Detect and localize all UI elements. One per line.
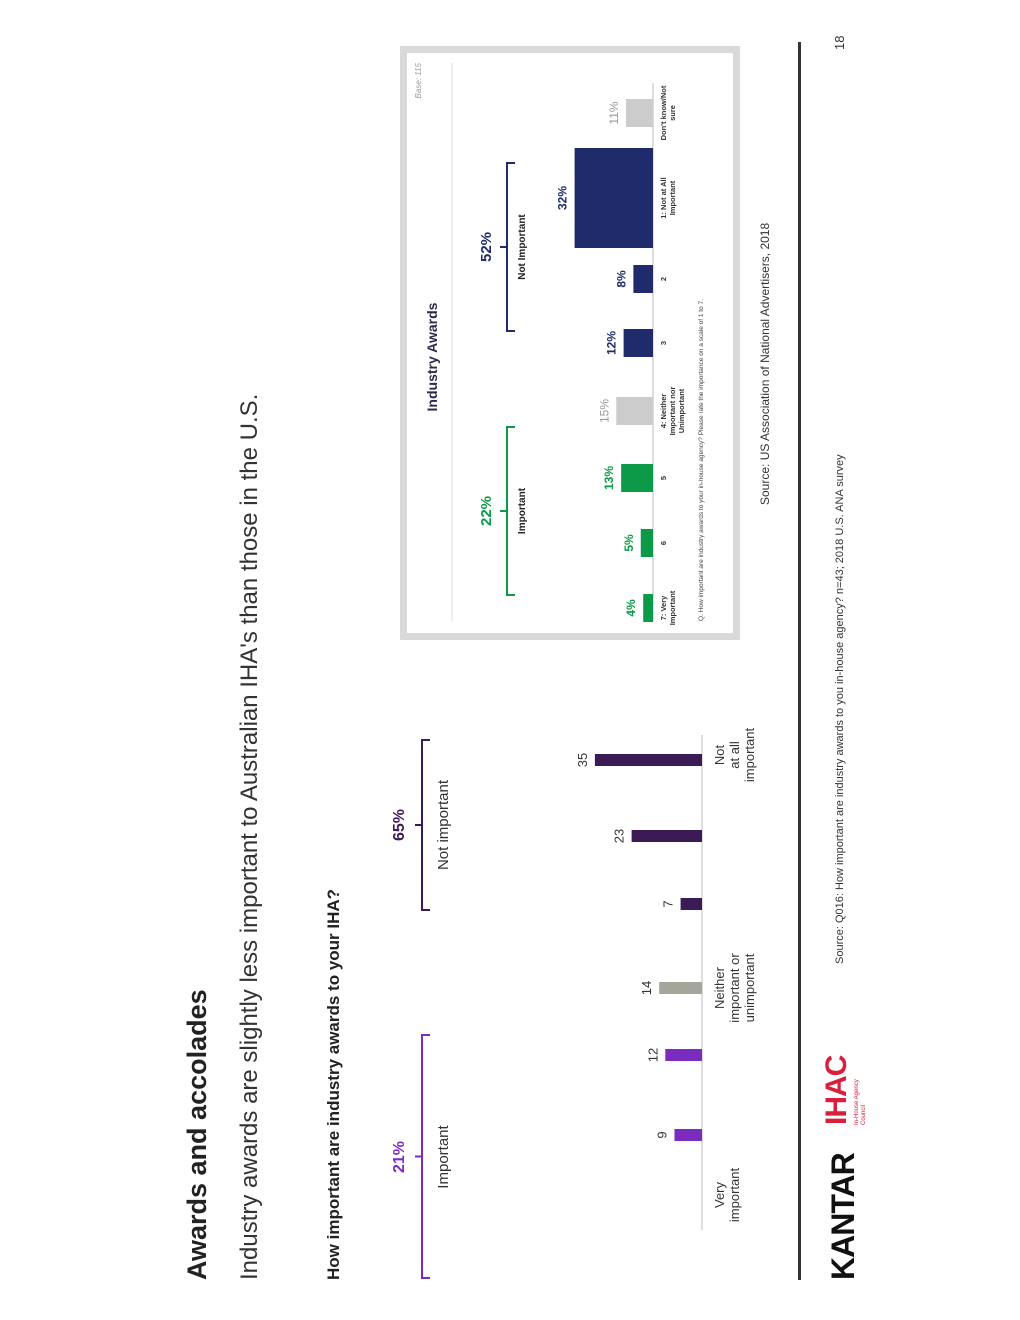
left-bar-2 [659,982,702,994]
right-footnote: Q. How important are industry awards to your in-house agency? Please rate the importance on a scale of 1 to 7. [698,299,705,621]
right-bar-7 [626,99,653,127]
right-axis-label-0: 7: VeryImportant [659,590,677,626]
left-bar-3 [681,898,702,910]
left-bar-value-1: 12 [645,1047,661,1063]
right-bar-value-0: 4% [624,599,639,617]
right-bar-1 [641,529,653,557]
right-bracket-important [500,427,515,595]
right-chart-title: Industry Awards [424,302,440,412]
left-bracket-important [415,1035,430,1278]
right-bar-5 [633,265,653,293]
left-bar-1 [665,1049,702,1061]
right-axis-label-7: Don't know/Notsure [659,85,677,141]
survey-question: How important are industry awards to your IHA? [324,888,343,1280]
right-bar-value-5: 8% [614,270,629,288]
right-bar-0 [643,594,653,622]
ihac-logo [820,1055,867,1125]
right-axis-label-4: 3 [659,340,668,346]
right-chart-base: Base: 115 [414,63,423,99]
right-group-pct-important: 22% [478,495,495,527]
right-axis-label-6: 1: Not at AllImportant [659,177,677,219]
right-axis-label-2: 5 [659,475,668,481]
left-bar-5 [595,754,702,766]
left-axis-label-0: Veryimportant [712,1167,742,1223]
left-group-label-not-important: Not important [435,779,452,871]
right-bar-6 [575,148,653,248]
left-bracket-not-important [415,740,430,910]
kantar-logo: KANTAR [825,1153,861,1280]
right-bar-value-3: 15% [597,398,612,424]
left-group-label-important: Important [435,1125,452,1189]
right-group-label-important: Important [517,487,528,535]
left-bar-value-5: 35 [574,752,590,768]
left-axis-label-2: Notat allimportant [712,727,757,783]
left-group-pct-important: 21% [391,1140,408,1174]
us-awards-panel [400,46,740,640]
ihac-logo-subtext: In-House Agency Council [854,1079,867,1125]
left-axis-label-1: Neitherimportant orunimportant [712,953,757,1023]
right-bar-value-1: 5% [621,534,636,552]
ihac-logo-text: IHAC [820,1055,853,1125]
right-group-pct-not-important: 52% [478,231,495,263]
left-bar-value-4: 23 [611,828,627,844]
left-bar-value-2: 14 [639,980,655,996]
page-subtitle: Industry awards are slightly less important to Australian IHA's than those in the U.S. [236,393,263,1280]
source-au: Source: Q016: How important are industry awards to you in-house agency? n=43; 2018 U.S. ANA survey [834,454,846,964]
right-bar-value-2: 13% [602,465,617,491]
right-axis-label-3: 4: NeitherImportant norUnimportant [659,386,686,436]
right-bar-value-6: 32% [555,185,570,211]
footer-divider [798,42,801,1280]
us-awards-chart [407,53,733,633]
right-bar-2 [621,464,653,492]
right-group-label-not-important: Not Important [517,214,528,280]
source-us: Source: US Association of National Advertisers, 2018 [758,222,772,505]
left-bar-value-3: 7 [660,900,676,908]
right-bar-4 [624,329,653,357]
left-group-pct-not-important: 65% [391,808,408,842]
page-title: Awards and accolades [182,989,212,1280]
right-bracket-not-important [500,163,515,331]
left-bar-value-0: 9 [654,1131,670,1139]
australia-awards-chart [0,640,800,1320]
right-axis-label-1: 6 [659,540,668,546]
page-number: 18 [832,35,847,50]
left-bar-4 [632,830,702,842]
left-bar-0 [674,1129,702,1141]
right-axis-label-5: 2 [659,276,668,282]
right-bar-3 [616,397,653,425]
right-bar-value-4: 12% [604,330,619,356]
right-bar-value-7: 11% [607,101,622,125]
